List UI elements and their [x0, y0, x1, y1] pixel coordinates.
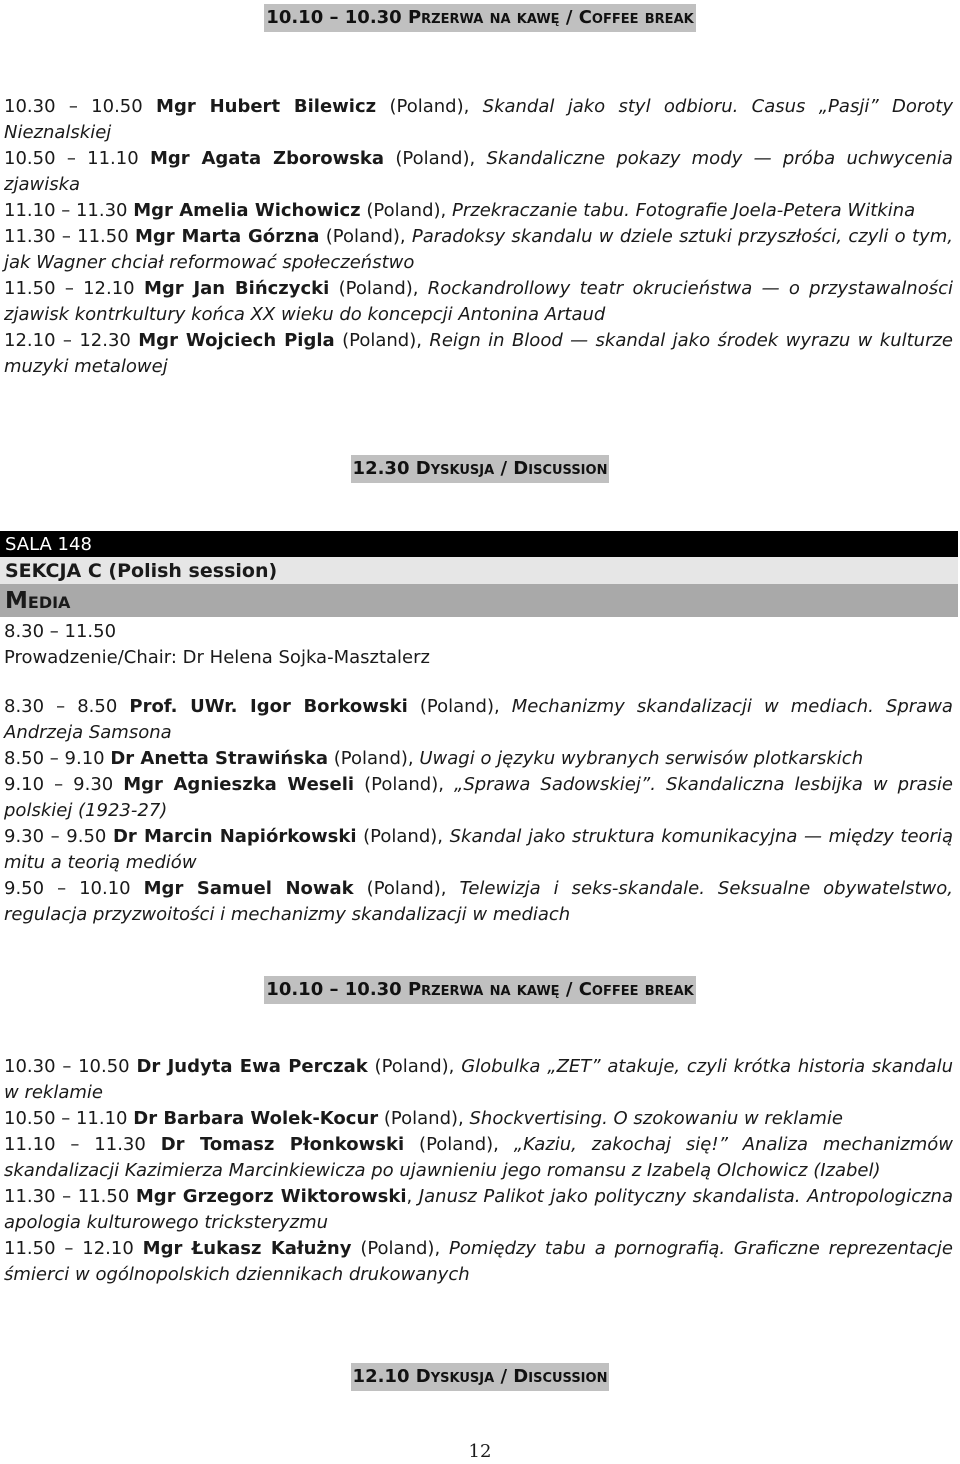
room-header: SALA 148 [0, 531, 958, 557]
session-c2-entry-3: 11.30 – 11.50 Mgr Grzegorz Wiktorowski, Janusz Palikot jako polityczny skandalista. Antropologiczna apologia kulturowego tricksteryzmu [4, 1186, 953, 1233]
coffee-break-banner-middle [0, 976, 960, 1004]
session-a-entry-4: 11.50 – 12.10 Mgr Jan Bińczycki (Poland), Rockandrollowy teatr okrucieństwa — o przystawalności zjawisk kontrkultury końca XX wieku do koncepcji Antonina Artaud [4, 278, 953, 325]
section-chair: Prowadzenie/Chair: Dr Helena Sojka-Masztalerz [4, 647, 430, 668]
page-number: 12 [468, 1441, 492, 1462]
coffee-break-label: 10.10 – 10.30 Przerwa na kawę / Coffee break [264, 976, 695, 1004]
session-c2-entry-2: 11.10 – 11.30 Dr Tomasz Płonkowski (Poland), „Kaziu, zakochaj się!” Analiza mechanizmów skandalizacji Kazimierza Marcinkiewicza po ujawnieniu jego romansu z Izabelą Olchowicz (Izabel) [4, 1134, 953, 1181]
discussion-banner-second [0, 1363, 960, 1391]
discussion-label: 12.10 Dyskusja / Discussion [351, 1363, 610, 1391]
session-c1-entry-3: 9.30 – 9.50 Dr Marcin Napiórkowski (Poland), Skandal jako struktura komunikacyjna — między teorią mitu a teorią mediów [4, 826, 953, 873]
session-c2-entry-4: 11.50 – 12.10 Mgr Łukasz Kałużny (Poland), Pomiędzy tabu a pornografią. Graficzne reprezentacje śmierci w ogólnopolskich dziennikach drukowanych [4, 1238, 953, 1285]
section-hours: 8.30 – 11.50 [4, 621, 117, 642]
session-c1-entry-2: 9.10 – 9.30 Mgr Agnieszka Weseli (Poland), „Sprawa Sadowskiej”. Skandaliczna lesbijka w prasie polskiej (1923-27) [4, 774, 953, 821]
session-c1-entry-0: 8.30 – 8.50 Prof. UWr. Igor Borkowski (Poland), Mechanizmy skandalizacji w mediach. Sprawa Andrzeja Samsona [4, 696, 953, 743]
session-c2-entry-1: 10.50 – 11.10 Dr Barbara Wolek-Kocur (Poland), Shockvertising. O szokowaniu w reklamie [4, 1108, 843, 1129]
session-a-entry-0: 10.30 – 10.50 Mgr Hubert Bilewicz (Poland), Skandal jako styl odbioru. Casus „Pasji” Doroty Nieznalskiej [4, 96, 953, 143]
section-header: SEKCJA C (Polish session) [0, 557, 958, 584]
coffee-break-label: 10.10 – 10.30 Przerwa na kawę / Coffee break [264, 4, 695, 32]
session-a-entry-2: 11.10 – 11.30 Mgr Amelia Wichowicz (Poland), Przekraczanie tabu. Fotografie Joela-Petera Witkina [4, 200, 916, 221]
session-a-entry-1: 10.50 – 11.10 Mgr Agata Zborowska (Poland), Skandaliczne pokazy mody — próba uchwycenia zjawiska [4, 148, 953, 195]
session-a-list [4, 94, 953, 380]
session-c1-entry-1: 8.50 – 9.10 Dr Anetta Strawińska (Poland), Uwagi o języku wybranych serwisów plotkarskich [4, 748, 864, 769]
session-c1-entry-4: 9.50 – 10.10 Mgr Samuel Nowak (Poland), Telewizja i seks-skandale. Seksualne obywatelstwo, regulacja przyzwoitości i mechanizmy skandalizacji w mediach [4, 878, 954, 925]
discussion-banner-first [0, 455, 960, 483]
session-c2-entry-0: 10.30 – 10.50 Dr Judyta Ewa Perczak (Poland), Globulka „ZET” atakuje, czyli krótka historia skandalu w reklamie [4, 1056, 953, 1103]
session-a-entry-5: 12.10 – 12.30 Mgr Wojciech Pigla (Poland), Reign in Blood — skandal jako środek wyrazu w kulturze muzyki metalowej [4, 330, 953, 377]
session-a-entry-3: 11.30 – 11.50 Mgr Marta Górzna (Poland), Paradoksy skandalu w dziele sztuki przyszłości, czyli o tym, jak Wagner chciał reformować społeczeństwo [4, 226, 953, 273]
theme-header: Media [0, 584, 958, 617]
coffee-break-banner-top [0, 4, 960, 32]
session-c2-list [4, 1054, 953, 1288]
session-c1-list [4, 694, 953, 928]
discussion-label: 12.30 Dyskusja / Discussion [351, 455, 610, 483]
